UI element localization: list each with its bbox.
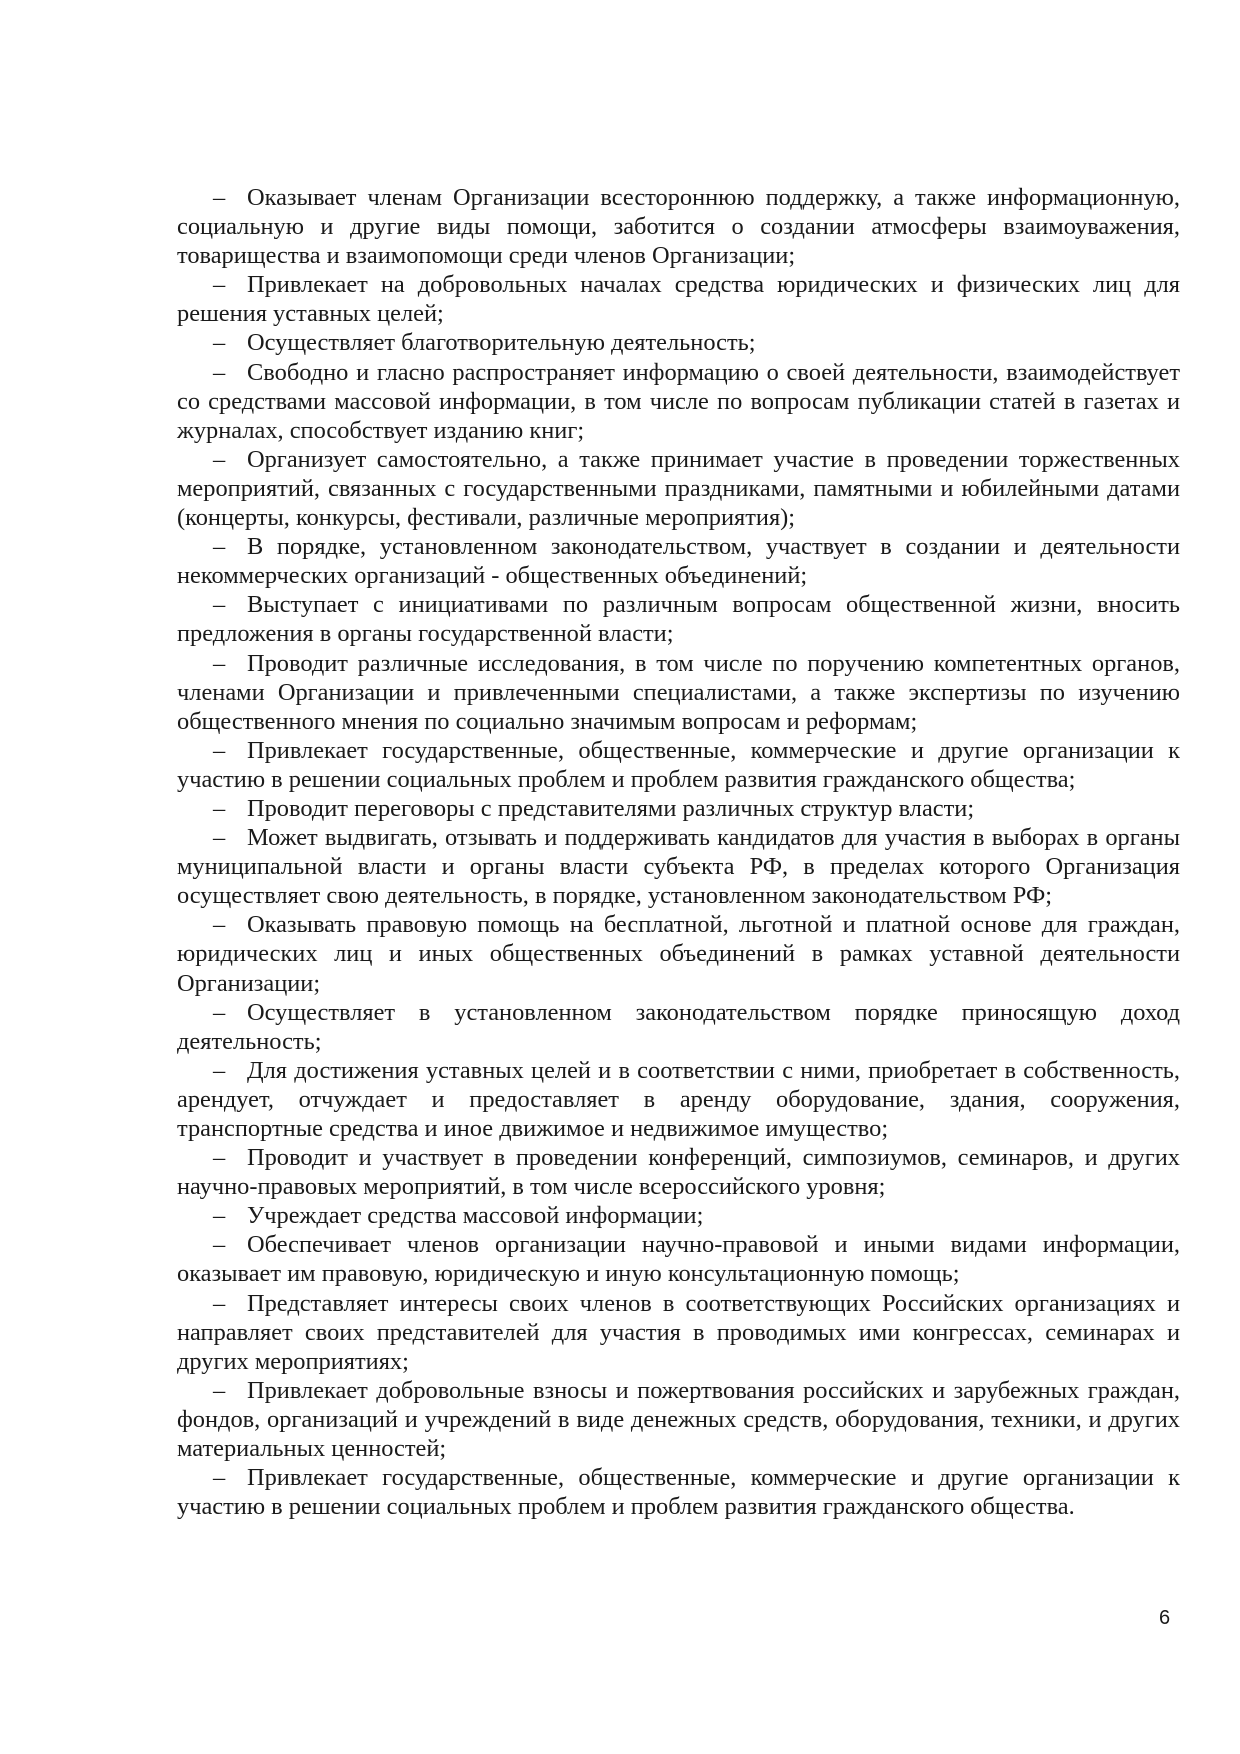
bullet-dash: – [213,736,226,764]
list-item-text: Обеспечивает членов организации научно-правовой и иными видами информации, оказывает им правовую, юридическую и иную консультационную помощь; [177,1231,1180,1288]
list-item [177,910,1180,997]
list-item [177,1376,1180,1463]
list-item-text: Может выдвигать, отзывать и поддерживать кандидатов для участия в выборах в органы муниципальной власти и органы власти субъекта РФ, в пределах которого Организация осуществляет свою деятельность, в порядке, установленном законодательством РФ; [177,824,1180,910]
list-item-text: В порядке, установленном законодательством, участвует в создании и деятельности некоммерческих организаций - общественных объединений; [177,533,1180,590]
list-item-text: Проводит и участвует в проведении конференций, симпозиумов, семинаров, и других научно-правовых мероприятий, в том числе всероссийского уровня; [177,1144,1180,1201]
bullet-dash: – [213,358,226,386]
bullet-dash: – [213,1144,226,1172]
list-item [177,1289,1180,1376]
bullet-dash: – [213,1056,226,1084]
bullet-dash: – [213,1231,226,1259]
list-item-text: Выступает с инициативами по различным вопросам общественной жизни, вносить предложения в органы государственной власти; [177,591,1180,648]
bullet-dash: – [213,271,226,299]
list-item [177,823,1180,910]
list-item-text: Осуществляет в установленном законодательством порядке приносящую доход деятельность; [177,998,1180,1055]
list-item [177,328,1180,357]
list-item-text: Осуществляет благотворительную деятельность; [247,329,756,357]
list-item [177,736,1180,794]
list-item-text: Привлекает добровольные взносы и пожертвования российских и зарубежных граждан, фондов, организаций и учреждений в виде денежных средств, оборудования, техники, и других материальных ценностей; [177,1376,1180,1463]
list-item [177,649,1180,736]
bullet-dash: – [213,1289,226,1317]
list-item-text: Для достижения уставных целей и в соответствии с ними, приобретает в собственность, арендует, отчуждает и предоставляет в аренду оборудование, здания, сооружения, транспортные средства и иное движимое и недвижимое имущество; [177,1056,1180,1142]
bullet-dash: – [213,1376,226,1404]
list-item [177,183,1180,270]
bullet-dash: – [213,184,226,211]
list-item [177,445,1180,532]
bullet-dash: – [213,533,226,561]
bullet-dash: – [213,649,226,677]
list-item-text: Привлекает государственные, общественные, коммерческие и другие организации к участию в решении социальных проблем и проблем развития гражданского общества. [177,1464,1180,1521]
bullet-dash: – [213,794,226,822]
list-item-text: Представляет интересы своих членов в соответствующих Российских организациях и направляет своих представителей для участия в проводимых ими конгрессах, семинарах и других мероприятиях; [177,1289,1180,1375]
bullet-dash: – [213,824,226,852]
list-item [177,1143,1180,1201]
list-item-text: Привлекает государственные, общественные, коммерческие и другие организации к участию в решении социальных проблем и проблем развития гражданского общества; [177,736,1180,793]
page-number: 6 [1159,1607,1171,1629]
list-item [177,590,1180,648]
list-item [177,1056,1180,1143]
list-item-text: Организует самостоятельно, а также принимает участие в проведении торжественных мероприятий, связанных с государственными праздниками, памятными и юбилейными датами (концерты, конкурсы, фестивали, различные мероприятия); [177,445,1180,532]
bullet-dash: – [213,591,226,619]
list-item-text: Проводит переговоры с представителями различных структур власти; [247,794,975,822]
list-item [177,1463,1180,1521]
bullet-dash: – [213,1202,226,1230]
list-item [177,358,1180,445]
list-item [177,998,1180,1056]
list-item-text: Учреждает средства массовой информации; [247,1202,704,1230]
list-item-text: Оказывает членам Организации всестороннюю поддержку, а также информационную, социальную и другие виды помощи, заботится о создании атмосферы взаимоуважения, товарищества и взаимопомощи среди членов Организации; [177,184,1180,270]
bullet-dash: – [213,445,226,473]
list-item-text: Привлекает на добровольных началах средства юридических и физических лиц для решения уставных целей; [177,271,1180,328]
list-item [177,532,1180,590]
list-item-text: Проводит различные исследования, в том числе по поручению компетентных органов, членами Организации и привлеченными специалистами, а также экспертизы по изучению общественного мнения по социально значимым вопросам и реформам; [177,649,1180,735]
document-body [177,183,1180,1521]
list-item [177,1230,1180,1288]
bullet-dash: – [213,998,226,1026]
bullet-dash: – [213,1464,226,1492]
list-item [177,270,1180,328]
list-item-text: Оказывать правовую помощь на бесплатной, льготной и платной основе для граждан, юридических лиц и иных общественных объединений в рамках уставной деятельности Организации; [177,911,1180,997]
list-item-text: Свободно и гласно распространяет информацию о своей деятельности, взаимодействует со средствами массовой информации, в том числе по вопросам публикации статей в газетах и журналах, способствует изданию книг; [177,358,1180,444]
list-item [177,794,1180,823]
list-item [177,1201,1180,1230]
bullet-dash: – [213,911,226,939]
bullet-dash: – [213,329,226,357]
